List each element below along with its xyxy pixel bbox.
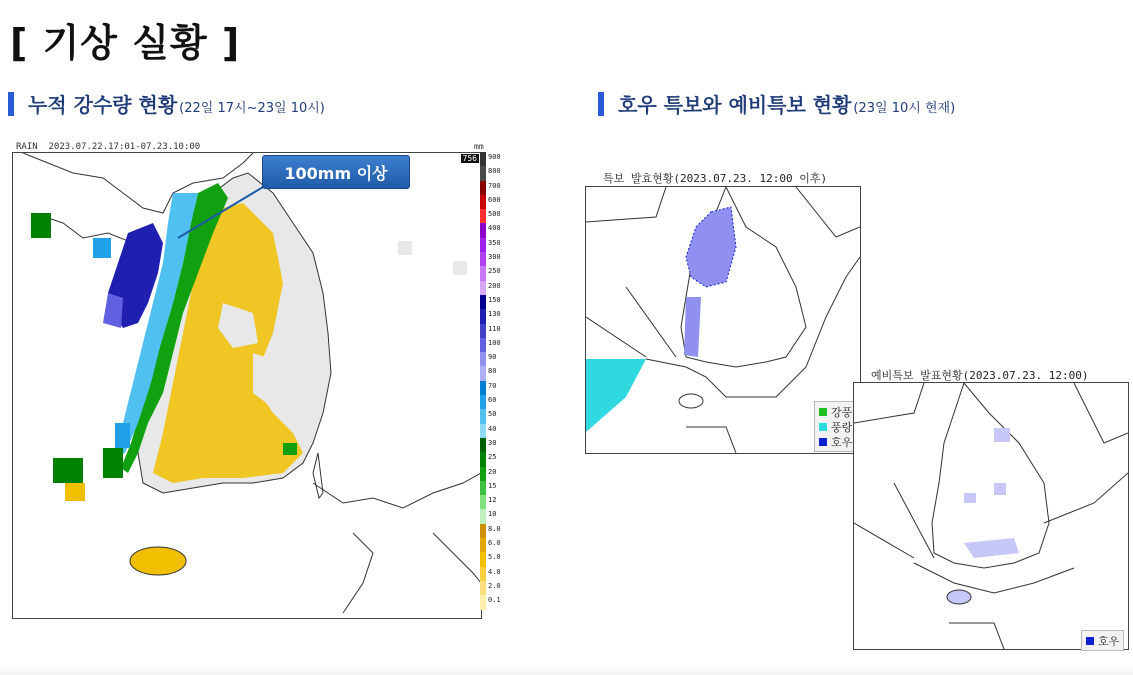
legend-entry	[819, 404, 852, 419]
legend-label: 90	[488, 353, 497, 362]
heavy-rain-callout: 100mm 이상	[262, 155, 410, 189]
legend-entry	[480, 481, 500, 495]
legend-entry	[480, 324, 500, 338]
legend-label: 2.0	[488, 581, 501, 590]
legend-label: 15	[488, 481, 497, 490]
legend-entry	[819, 419, 852, 434]
legend-label: 80	[488, 367, 497, 376]
legend-label: 25	[488, 453, 497, 462]
legend-entry	[480, 381, 500, 395]
legend-label: 800	[488, 167, 501, 176]
legend-label: 110	[488, 324, 501, 333]
legend-label: 강풍	[831, 405, 853, 419]
legend-swatch	[819, 408, 827, 416]
max-value-badge: 756	[462, 154, 477, 163]
legend-label: 600	[488, 195, 501, 204]
legend-label: 40	[488, 424, 497, 433]
rainfall-legend	[480, 152, 500, 610]
legend-label: 70	[488, 381, 497, 390]
legend-entry	[480, 509, 500, 523]
legend-label: 130	[488, 310, 501, 319]
legend-entry	[819, 434, 852, 449]
legend-entry	[480, 309, 500, 323]
legend-label: 200	[488, 281, 501, 290]
prewarning-map-header: 예비특보 발표현황(2023.07.23. 12:00)	[871, 369, 1089, 382]
page-title: [ 기상 실황 ]	[10, 21, 241, 65]
legend-label: 호우	[1098, 634, 1120, 648]
legend-label: 900	[488, 153, 501, 161]
legend-label: 풍랑	[831, 420, 853, 434]
legend-entry	[480, 252, 500, 266]
prewarning-map-svg	[854, 383, 1128, 649]
legend-entry	[480, 424, 500, 438]
legend-entry	[480, 238, 500, 252]
legend-label: 호우	[831, 435, 853, 449]
legend-label: 8.0	[488, 524, 501, 533]
warning-subtitle: (23일 10시 현재)	[853, 101, 956, 116]
legend-entry	[480, 281, 500, 295]
legend-swatch	[819, 438, 827, 446]
legend-entry	[480, 524, 500, 538]
legend-swatch	[819, 423, 827, 431]
legend-entry	[480, 352, 500, 366]
rain-map-header: RAIN 2023.07.22.17:01-07.23.10:00	[16, 142, 201, 152]
legend-label: 6.0	[488, 539, 501, 548]
legend-label: 300	[488, 253, 501, 262]
warning-map-header: 특보 발효현황(2023.07.23. 12:00 이후)	[603, 172, 828, 185]
warning-legend	[814, 401, 857, 452]
legend-label: 250	[488, 267, 501, 276]
legend-entry	[480, 495, 500, 509]
warning-title: 호우 특보와 예비특보 현황	[618, 93, 852, 117]
rainfall-title: 누적 강수량 현황	[28, 93, 178, 117]
legend-entry	[480, 581, 500, 595]
prewarning-map	[853, 382, 1129, 650]
legend-entry	[480, 452, 500, 466]
legend-entry	[480, 552, 500, 566]
rainfall-subtitle: (22일 17시~23일 10시)	[179, 101, 325, 116]
legend-label: 700	[488, 181, 501, 190]
legend-entry	[480, 209, 500, 223]
legend-entry	[480, 152, 500, 166]
legend-entry	[480, 166, 500, 180]
legend-entry	[480, 366, 500, 380]
legend-label: 12	[488, 496, 497, 505]
bottom-fade	[0, 663, 1133, 675]
warning-section-title	[598, 88, 955, 118]
rainfall-map	[12, 152, 482, 619]
prewarning-legend	[1081, 630, 1124, 651]
legend-label: 500	[488, 210, 501, 219]
rainfall-section-title	[8, 88, 325, 118]
legend-label: 150	[488, 295, 501, 304]
legend-label: 60	[488, 396, 497, 405]
legend-entry	[480, 467, 500, 481]
legend-entry	[1086, 633, 1119, 648]
legend-entry	[480, 181, 500, 195]
legend-label: 20	[488, 467, 497, 476]
legend-entry	[480, 538, 500, 552]
rain-unit-label: mm	[474, 142, 484, 151]
legend-label: 10	[488, 510, 497, 519]
legend-label: 50	[488, 410, 497, 419]
legend-entry	[480, 223, 500, 237]
legend-swatch	[1086, 637, 1094, 645]
legend-entry	[480, 567, 500, 581]
legend-label: 100	[488, 338, 501, 347]
legend-entry	[480, 195, 500, 209]
legend-entry	[480, 438, 500, 452]
section-bar-marker	[8, 92, 14, 116]
legend-entry	[480, 409, 500, 423]
legend-label: 350	[488, 238, 501, 247]
legend-entry	[480, 395, 500, 409]
rainfall-map-svg	[13, 153, 481, 618]
section-bar-marker	[598, 92, 604, 116]
legend-entry	[480, 266, 500, 280]
legend-label: 30	[488, 438, 497, 447]
legend-label: 5.0	[488, 553, 501, 562]
legend-entry	[480, 595, 500, 609]
legend-entry	[480, 295, 500, 309]
legend-label: 0.1	[488, 596, 501, 605]
legend-label: 4.0	[488, 567, 501, 576]
legend-label: 400	[488, 224, 501, 233]
legend-entry	[480, 338, 500, 352]
